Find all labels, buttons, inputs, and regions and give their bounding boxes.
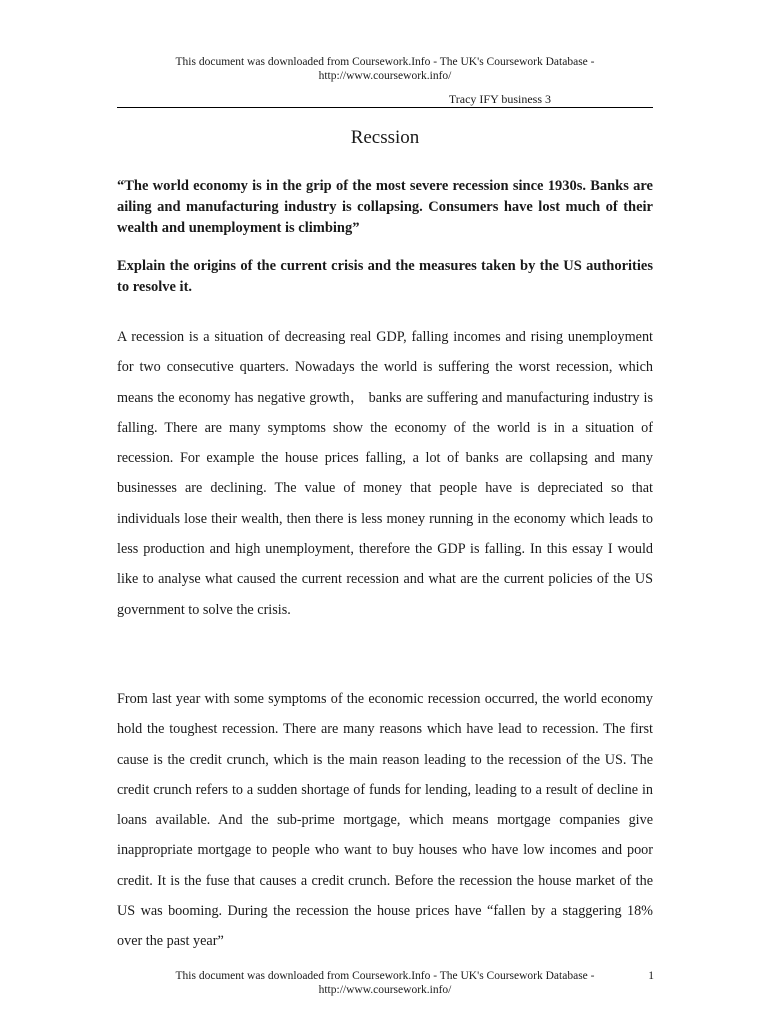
footer-note-url: http://www.coursework.info/ xyxy=(318,984,452,996)
header-note-line-1: This document was downloaded from Coursework.Info - The UK's Coursework Database - xyxy=(175,56,595,68)
essay-quote: “The world economy is in the grip of the most severe recession since 1930s. Banks are ailing and manufacturing industry is collapsing. Consumers have lost much of their wealth and unemployment is climbing” xyxy=(117,178,653,236)
body-paragraph-2: From last year with some symptoms of the economic recession occurred, the world economy hold the toughest recession. There are many reasons which have lead to recession. The first cause is the credit crunch, which is the main reason leading to the recession of the US. The credit crunch refers to a sudden shortage of funds for lending, leading to a result of decline in loans available. And the sub-prime mortgage, which means mortgage companies give inappropriate mortgage to people who want to buy houses who have low incomes and poor credit. It is the fuse that causes a credit crunch. Before the recession the house market of the US was booming. During the recession the house prices have “fallen by a staggering 18% over the past year” xyxy=(117,691,653,950)
header-divider xyxy=(117,107,653,108)
header-note-url: http://www.coursework.info/ xyxy=(318,70,452,82)
document-title: Recssion xyxy=(350,127,420,148)
footer-note-line-1: This document was downloaded from Coursework.Info - The UK's Coursework Database - xyxy=(175,970,595,982)
page-number: 1 xyxy=(648,970,654,982)
author-line: Tracy IFY business 3 xyxy=(448,92,551,106)
header-download-note xyxy=(117,55,653,83)
body-paragraph-1: A recession is a situation of decreasing real GDP, falling incomes and rising unemployment for two consecutive quarters. Nowadays the world is suffering the worst recession, which means the economy has negative growth， banks are suffering and manufacturing industry is falling. There are many symptoms show the economy of the world is in a situation of recession. For example the house prices falling, a lot of banks are collapsing and many businesses are declining. The value of money that people have is depreciated so that individuals lose their wealth, then there is less money running in the economy which leads to less production and high unemployment, therefore the GDP is falling. In this essay I would like to analyse what caused the current recession and what are the current policies of the US government to solve the crisis. xyxy=(117,329,653,618)
footer-download-note xyxy=(150,969,620,997)
essay-question: Explain the origins of the current crisis and the measures taken by the US authorities to resolve it. xyxy=(117,258,653,295)
